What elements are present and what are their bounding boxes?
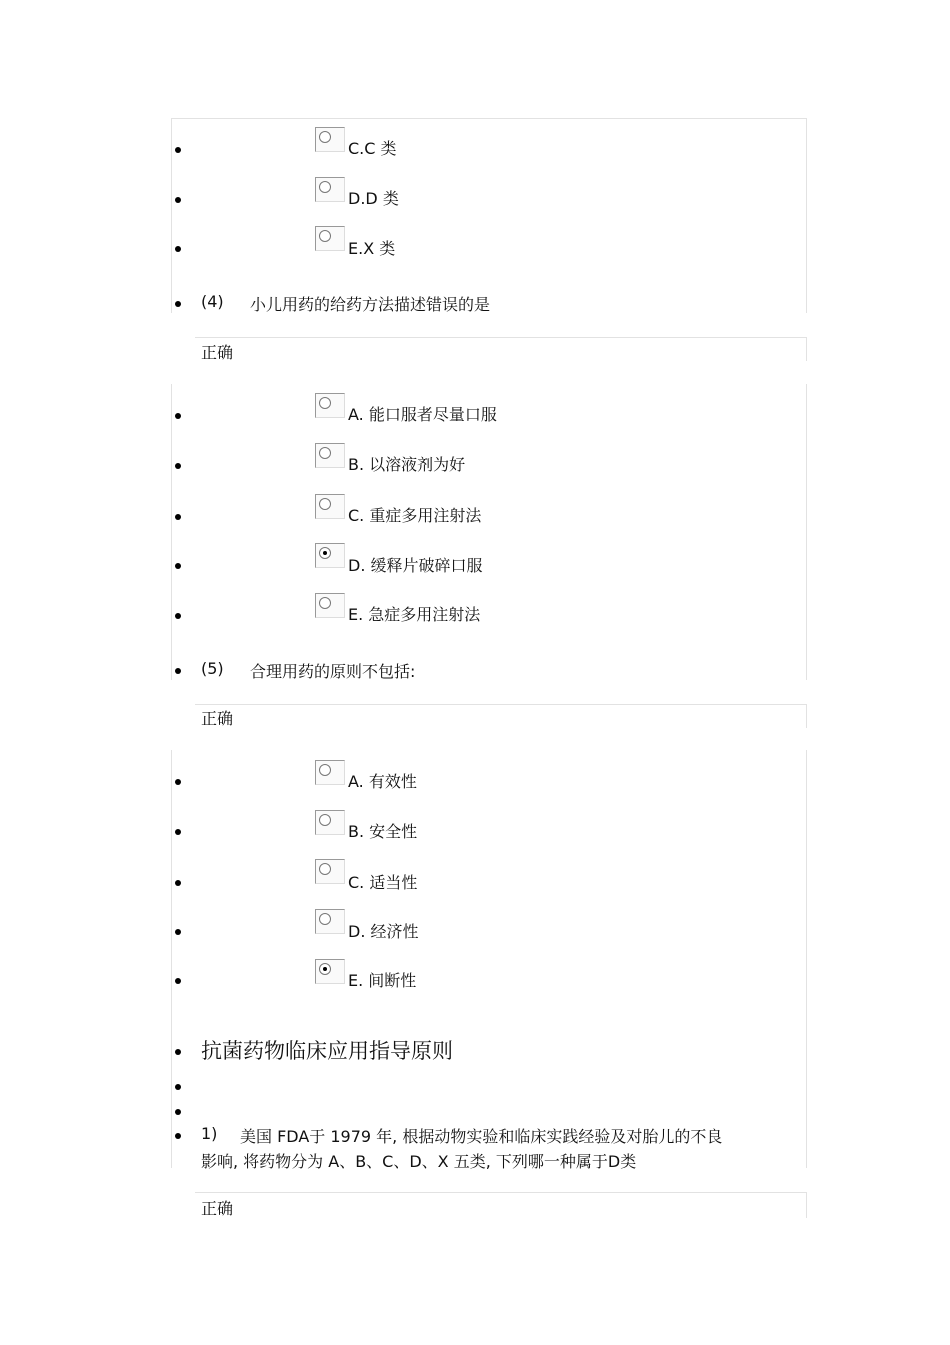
list-bullet	[175, 246, 181, 252]
question-text: 小儿用药的给药方法描述错误的是	[250, 295, 491, 314]
list-bullet	[175, 1109, 181, 1115]
status-top-line	[195, 1192, 807, 1193]
radio-circle-icon	[319, 764, 331, 776]
answer-status: 正确	[201, 709, 234, 728]
option-radio-selected[interactable]	[315, 959, 345, 984]
option-label: E. 间断性	[348, 971, 417, 990]
radio-checked-icon	[319, 547, 331, 559]
list-bullet	[175, 1084, 181, 1090]
option-radio[interactable]	[315, 177, 345, 202]
option-label: C. 适当性	[348, 873, 418, 892]
list-bullet	[175, 514, 181, 520]
list-bullet	[175, 563, 181, 569]
radio-circle-icon	[319, 131, 331, 143]
answer-status: 正确	[201, 343, 234, 362]
status-top-line	[195, 704, 807, 705]
frame-right-line	[806, 384, 807, 680]
option-label: D. 经济性	[348, 922, 419, 941]
option-label: C. 重症多用注射法	[348, 506, 482, 525]
option-radio[interactable]	[315, 859, 345, 884]
question-number: 1)	[201, 1124, 218, 1143]
frame-top-line	[171, 118, 807, 119]
status-top-line	[195, 337, 807, 338]
radio-circle-icon	[319, 814, 331, 826]
option-radio[interactable]	[315, 393, 345, 418]
option-radio[interactable]	[315, 226, 345, 251]
question-text: 合理用药的原则不包括:	[250, 662, 416, 681]
list-bullet	[175, 1049, 181, 1055]
status-right-line	[806, 1192, 807, 1218]
list-bullet	[175, 413, 181, 419]
list-bullet	[175, 880, 181, 886]
list-bullet	[175, 978, 181, 984]
option-label: B. 安全性	[348, 822, 418, 841]
radio-checked-icon	[319, 963, 331, 975]
list-bullet	[175, 779, 181, 785]
answer-status: 正确	[201, 1199, 234, 1218]
list-bullet	[175, 147, 181, 153]
frame-right-line	[806, 118, 807, 313]
list-bullet	[175, 668, 181, 674]
radio-circle-icon	[319, 863, 331, 875]
status-right-line	[806, 704, 807, 728]
option-radio[interactable]	[315, 494, 345, 519]
list-bullet	[175, 197, 181, 203]
frame-left-line	[171, 750, 172, 1168]
frame-right-line	[806, 750, 807, 1168]
option-label: C.C 类	[348, 139, 397, 158]
status-right-line	[806, 337, 807, 361]
question-text-line2: 影响, 将药物分为 A、B、C、D、X 五类, 下列哪一种属于D类	[201, 1152, 637, 1171]
question-text-line1: 美国 FDA于 1979 年, 根据动物实验和临床实践经验及对胎儿的不良	[240, 1127, 723, 1146]
option-label: E.X 类	[348, 239, 396, 258]
radio-circle-icon	[319, 230, 331, 242]
radio-circle-icon	[319, 181, 331, 193]
radio-circle-icon	[319, 913, 331, 925]
option-radio[interactable]	[315, 810, 345, 835]
list-bullet	[175, 929, 181, 935]
frame-left-line	[171, 384, 172, 680]
option-radio[interactable]	[315, 909, 345, 934]
section-heading: 抗菌药物临床应用指导原则	[201, 1039, 453, 1063]
option-label: D. 缓释片破碎口服	[348, 556, 483, 575]
question-number: (5)	[201, 659, 224, 678]
option-radio[interactable]	[315, 127, 345, 152]
option-radio[interactable]	[315, 443, 345, 468]
question-number: (4)	[201, 292, 224, 311]
list-bullet	[175, 301, 181, 307]
frame-left-line	[171, 118, 172, 313]
option-label: E. 急症多用注射法	[348, 605, 481, 624]
option-label: B. 以溶液剂为好	[348, 455, 466, 474]
option-radio-selected[interactable]	[315, 543, 345, 568]
list-bullet	[175, 613, 181, 619]
option-radio[interactable]	[315, 760, 345, 785]
radio-circle-icon	[319, 498, 331, 510]
radio-circle-icon	[319, 447, 331, 459]
list-bullet	[175, 1133, 181, 1139]
option-label: A. 有效性	[348, 772, 417, 791]
option-label: D.D 类	[348, 189, 399, 208]
radio-circle-icon	[319, 397, 331, 409]
option-radio[interactable]	[315, 593, 345, 618]
option-label: A. 能口服者尽量口服	[348, 405, 497, 424]
list-bullet	[175, 829, 181, 835]
radio-circle-icon	[319, 597, 331, 609]
list-bullet	[175, 463, 181, 469]
